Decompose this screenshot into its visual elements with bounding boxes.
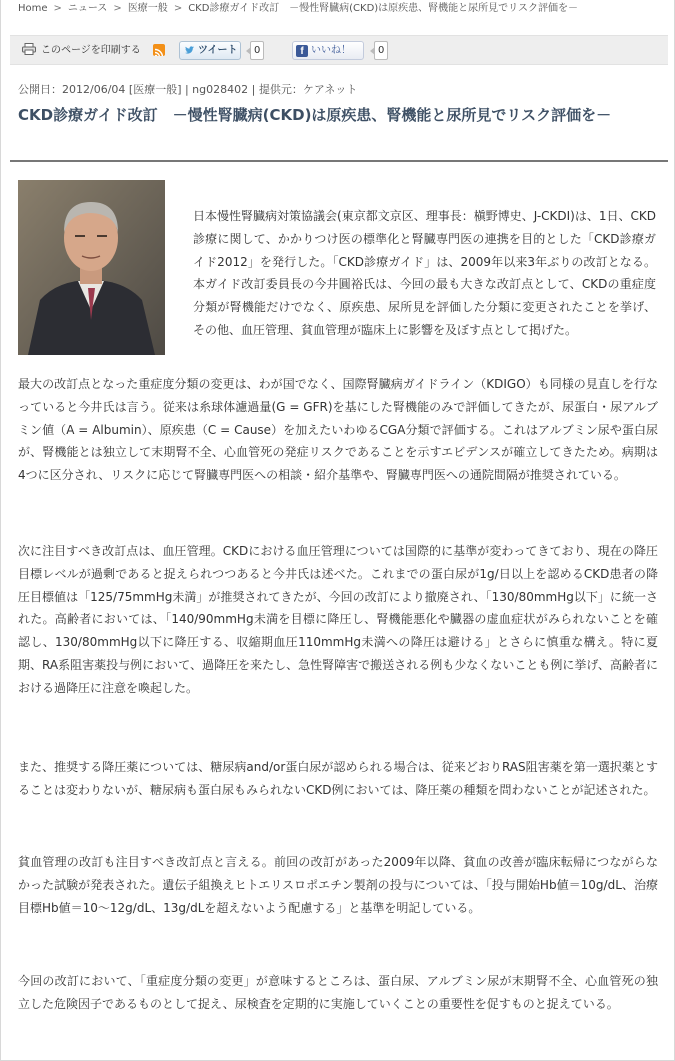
like-count: 0 — [374, 41, 388, 60]
breadcrumb-category[interactable]: 医療一般 — [127, 3, 168, 14]
article-paragraph: 次に注目すべき改訂点は、血圧管理。CKDにおける血圧管理については国際的に基準が変わってきており、現在の降圧目標レベルが過剰であると捉えられつつあると今井氏は述べた。これまでの蛋白尿が1g/日以上を認めるCKD患者の降圧目標値は「125/75mmHg未満」が推奨されてきたが、今回の改訂により撤廃され、「130/80mmHg以下」に統一された。高齢者においては、「140/90mmHg未満を目標に降圧し、腎機能悪化や臓器の虚血症状がみられないことを確認し、130/80mmHg以下に降圧する、収縮期血圧110mmHg未満への降圧は避ける」とさらに慎重な構え。特に夏期、RA系阻害薬投与例において、過降圧を来たし、急性腎障害で搬送される例も少なくないことも例に挙げ、高齢者における過降圧に注意を喚起した。 — [18, 544, 658, 695]
print-label: このページを印刷する — [41, 45, 141, 56]
twitter-bird-icon — [184, 45, 195, 56]
article-paragraph: 今回の改訂において、「重症度分類の変更」が意味するところは、蛋白尿、アルブミン尿が末期腎不全、心血管死の独立した危険因子であるものとして捉え、尿検査を定期的に実施していくことの重要性を促すものと捉えている。 — [18, 974, 658, 1011]
breadcrumb-home[interactable]: Home — [18, 3, 48, 14]
printer-icon — [22, 43, 36, 55]
print-link[interactable] — [22, 43, 141, 59]
tweet-button[interactable] — [179, 41, 241, 60]
article-meta: 公開日：2012/06/04 [医療一般] | ng028402 | 提供元：ケアネット — [18, 83, 358, 96]
breadcrumb — [18, 0, 668, 18]
article-paragraph: 貧血管理の改訂も注目すべき改訂点と言える。前回の改訂があった2009年以降、貧血の改善が臨床転帰につながらなかった試験が発表された。遺伝子組換えヒトエリスロポエチン製剤の投与については、「投与開始Hb値＝10g/dL、治療目標Hb値＝10～12g/dL、13g/dLを超えないよう配慮する」と基準を明記している。 — [18, 855, 658, 915]
share-bar — [10, 35, 668, 65]
facebook-f-icon: f — [296, 45, 308, 57]
breadcrumb-separator: > — [173, 3, 183, 14]
breadcrumb-news[interactable]: ニュース — [67, 3, 108, 14]
article-photo — [18, 180, 165, 355]
tweet-count: 0 — [250, 41, 264, 60]
tweet-label: ツイート — [198, 45, 238, 56]
breadcrumb-separator: > — [53, 3, 62, 14]
article-paragraph: また、推奨する降圧薬については、糖尿病and/or蛋白尿が認められる場合は、従来どおりRAS阻害薬を第一選択薬とすることは変わりないが、糖尿病も蛋白尿もみられないCKD例においては、降圧薬の種類を問わないことが記述された。 — [18, 760, 658, 797]
breadcrumb-separator: > — [113, 3, 122, 14]
article-paragraph: 最大の改訂点となった重症度分類の変更は、わが国でなく、国際腎臓病ガイドライン（KDIGO）も同様の見直しを行なっていると今井氏は言う。従来は糸球体濾過量(G = GFR)を基にした腎機能のみで評価してきたが、尿蛋白・尿アルブミン値（A = Albumin）、原疾患（C = Cause）を加えたいわゆるCGA分類で評価する。これはアルブミン尿や蛋白尿が、腎機能とは独立して末期腎不全、心血管死の発症リスクであることを示すエビデンスが確立してきたため。病期は4つに区分され、リスクに応じて腎臓専門医への相談・紹介基準や、腎臓専門医への通院間隔が推奨されている。 — [18, 377, 658, 483]
title-divider — [10, 160, 668, 162]
article-title: CKD診療ガイド改訂 －慢性腎臓病(CKD)は原疾患、腎機能と尿所見でリスク評価を－ — [18, 106, 612, 124]
like-label: いいね！ — [311, 45, 351, 56]
breadcrumb-current: CKD診療ガイド改訂 －慢性腎臓病(CKD)は原疾患、腎機能と尿所見でリスク評価を－ — [188, 3, 578, 14]
facebook-like-button[interactable] — [292, 41, 364, 60]
rss-icon[interactable] — [153, 44, 165, 56]
article-paragraph: 日本慢性腎臓病対策協議会(東京都文京区、理事長：槇野博史、J-CKDI)は、1日、CKD診療に関して、かかりつけ医の標準化と腎臓専門医の連携を目的とした「CKD診療ガイド2012」を発行した。「CKD診療ガイド」は、2009年以来3年ぶりの改訂となる。本ガイド改訂委員長の今井圓裕氏は、今回の最も大きな改訂点として、CKDの重症度分類が腎機能だけでなく、原疾患、尿所見を評価した分類に変更されたことを挙げ、その他、血圧管理、貧血管理が臨床上に影響を及ぼす点として掲げた。 — [193, 209, 656, 337]
